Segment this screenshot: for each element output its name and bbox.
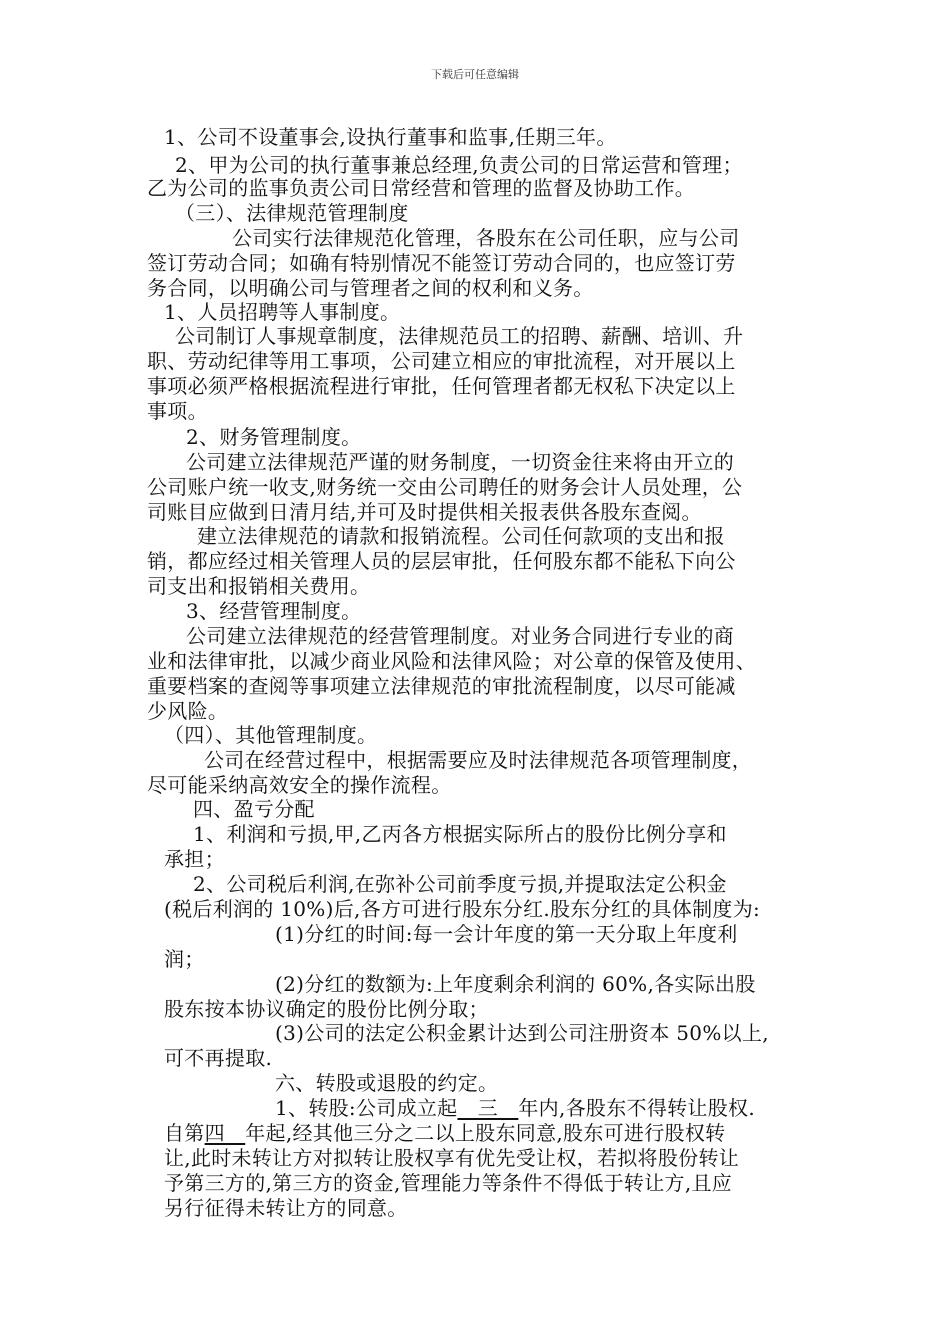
text-line: 事项。 <box>147 399 208 423</box>
text-line: 可不再提取. <box>164 1046 273 1070</box>
inline-text: 自第 <box>164 1121 205 1145</box>
text-line: 1、利润和亏损,甲,乙丙各方根据实际所占的股份比例分享和 <box>193 822 727 846</box>
text-line: 重要档案的查阅等事项建立法律规范的审批流程制度，以尽可能减 <box>147 674 736 698</box>
text-line: 业和法律审批，以减少商业风险和法律风险；对公章的保管及使用、 <box>147 649 756 673</box>
text-line: 公司实行法律规范化管理，各股东在公司任职，应与公司 <box>232 226 740 250</box>
text-line: 予第三方的,第三方的资金,管理能力等条件不得低于转让方,且应 <box>164 1171 733 1195</box>
text-line: (1)分红的时间:每一会计年度的第一天分取上年度利 <box>275 922 738 946</box>
text-line: 事项必须严格根据流程进行审批，任何管理者都无权私下决定以上 <box>147 374 736 398</box>
text-line: 润； <box>164 947 205 971</box>
page-header: 下载后可任意编辑 <box>431 68 519 81</box>
text-line: 务合同，以明确公司与管理者之间的权利和义务。 <box>147 276 594 300</box>
underlined-blank: 四 <box>204 1121 246 1145</box>
text-line: 公司建立法律规范的经营管理制度。对业务合同进行专业的商 <box>186 624 735 648</box>
text-line: 销，都应经过相关管理人员的层层审批，任何股东都不能私下向公 <box>147 549 736 573</box>
text-line: 股东按本协议确定的股份比例分取； <box>164 997 489 1021</box>
text-line: 让,此时未转让方对拟转让股权享有优先受让权，若拟将股份转让 <box>164 1146 740 1170</box>
text-line <box>275 1096 755 1120</box>
text-line: 司支出和报销相关费用。 <box>147 574 371 598</box>
underlined-blank: 三 <box>457 1096 519 1120</box>
inline-text: 年内,各股东不得转让股权. <box>518 1096 755 1120</box>
text-line: 司账目应做到日清月结,并可及时提供相关报表供各股东查阅。 <box>147 500 702 524</box>
section-heading: 四、盈亏分配 <box>193 797 315 821</box>
inline-text: 1、转股:公司成立起 <box>275 1096 458 1120</box>
text-line: 少风险。 <box>147 699 229 723</box>
subsection-heading: 1、人员招聘等人事制度。 <box>164 300 401 324</box>
section-heading: （四）、其他管理制度。 <box>164 723 378 747</box>
text-line: 公司制订人事规章制度，法律规范员工的招聘、薪酬、培训、升 <box>175 324 744 348</box>
inline-text: 年起,经其他三分之二以上股东同意,股东可进行股权转 <box>245 1121 726 1145</box>
text-line: 1、公司不设董事会,设执行董事和监事,任期三年。 <box>164 125 617 149</box>
text-line: (2)分红的数额为:上年度剩余利润的 60%,各实际出股 <box>275 972 756 996</box>
text-line: 另行征得未转让方的同意。 <box>164 1196 408 1220</box>
text-line <box>164 1121 725 1145</box>
text-line: 乙为公司的监事负责公司日常经营和管理的监督及协助工作。 <box>147 176 696 200</box>
text-line: 公司在经营过程中，根据需要应及时法律规范各项管理制度， <box>204 748 753 772</box>
text-line: (3)公司的法定公积金累计达到公司注册资本 50%以上, <box>275 1021 769 1045</box>
text-line: 承担； <box>164 847 225 871</box>
text-line: 建立法律规范的请款和报销流程。公司任何款项的支出和报 <box>197 524 725 548</box>
section-heading: 六、转股或退股的约定。 <box>275 1071 499 1095</box>
text-line: (税后利润的 10%)后,各方可进行股东分红.股东分红的具体制度为: <box>164 897 761 921</box>
text-line: 公司账户统一收支,财务统一交由公司聘任的财务会计人员处理，公 <box>147 475 743 499</box>
section-heading: （三）、法律规范管理制度 <box>175 201 409 225</box>
text-line: 2、甲为公司的执行董事兼总经理,负责公司的日常运营和管理； <box>175 153 743 177</box>
subsection-heading: 3、经营管理制度。 <box>186 599 362 623</box>
text-line: 尽可能采纳高效安全的操作流程。 <box>147 773 452 797</box>
subsection-heading: 2、财务管理制度。 <box>186 425 362 449</box>
text-line: 签订劳动合同；如确有特别情况不能签订劳动合同的，也应签订劳 <box>147 251 736 275</box>
text-line: 公司建立法律规范严谨的财务制度，一切资金往来将由开立的 <box>186 450 735 474</box>
text-line: 2、公司税后利润,在弥补公司前季度亏损,并提取法定公积金 <box>193 872 727 896</box>
text-line: 职、劳动纪律等用工事项，公司建立相应的审批流程，对开展以上 <box>147 349 736 373</box>
